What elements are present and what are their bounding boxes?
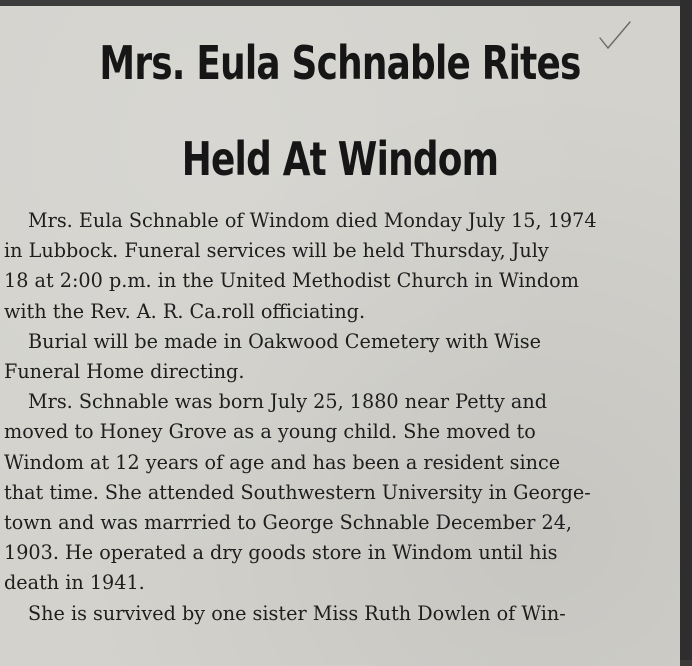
- headline-line-2: Held At Windom: [181, 132, 499, 186]
- article-body: [4, 206, 680, 629]
- paragraph-burial: [4, 327, 680, 387]
- text-line: with the Rev. A. R. Ca.roll officiating.: [4, 299, 366, 323]
- text-line: death in 1941.: [4, 571, 145, 595]
- text-line: Windom at 12 years of age and has been a resident since: [4, 450, 561, 474]
- scan-right-edge: [680, 0, 692, 660]
- headline-line-1: Mrs. Eula Schnable Rites: [99, 36, 581, 90]
- text-line: She is survived by one sister Miss Ruth Dowlen of Win-: [28, 601, 566, 625]
- text-line: Mrs. Schnable was born July 25, 1880 near Petty and: [28, 390, 547, 414]
- text-line: 1903. He operated a dry goods store in Windom until his: [4, 541, 558, 565]
- newspaper-clipping: [0, 6, 680, 666]
- text-line: moved to Honey Grove as a young child. She moved to: [4, 420, 536, 444]
- text-line: town and was marrried to George Schnable December 24,: [4, 511, 573, 535]
- text-line: Mrs. Eula Schnable of Windom died Monday July 15, 1974: [28, 209, 597, 232]
- paragraph-death-notice: [4, 206, 680, 327]
- text-line: in Lubbock. Funeral services will be held Thursday, July: [4, 239, 549, 263]
- paragraph-survivors: [4, 599, 680, 629]
- text-line: 18 at 2:00 p.m. in the United Methodist Church in Windom: [4, 269, 579, 293]
- text-line: Funeral Home directing.: [4, 360, 245, 384]
- text-line: Burial will be made in Oakwood Cemetery with Wise: [28, 329, 541, 353]
- paragraph-biography: [4, 387, 680, 598]
- text-line: that time. She attended Southwestern University in George-: [4, 480, 591, 504]
